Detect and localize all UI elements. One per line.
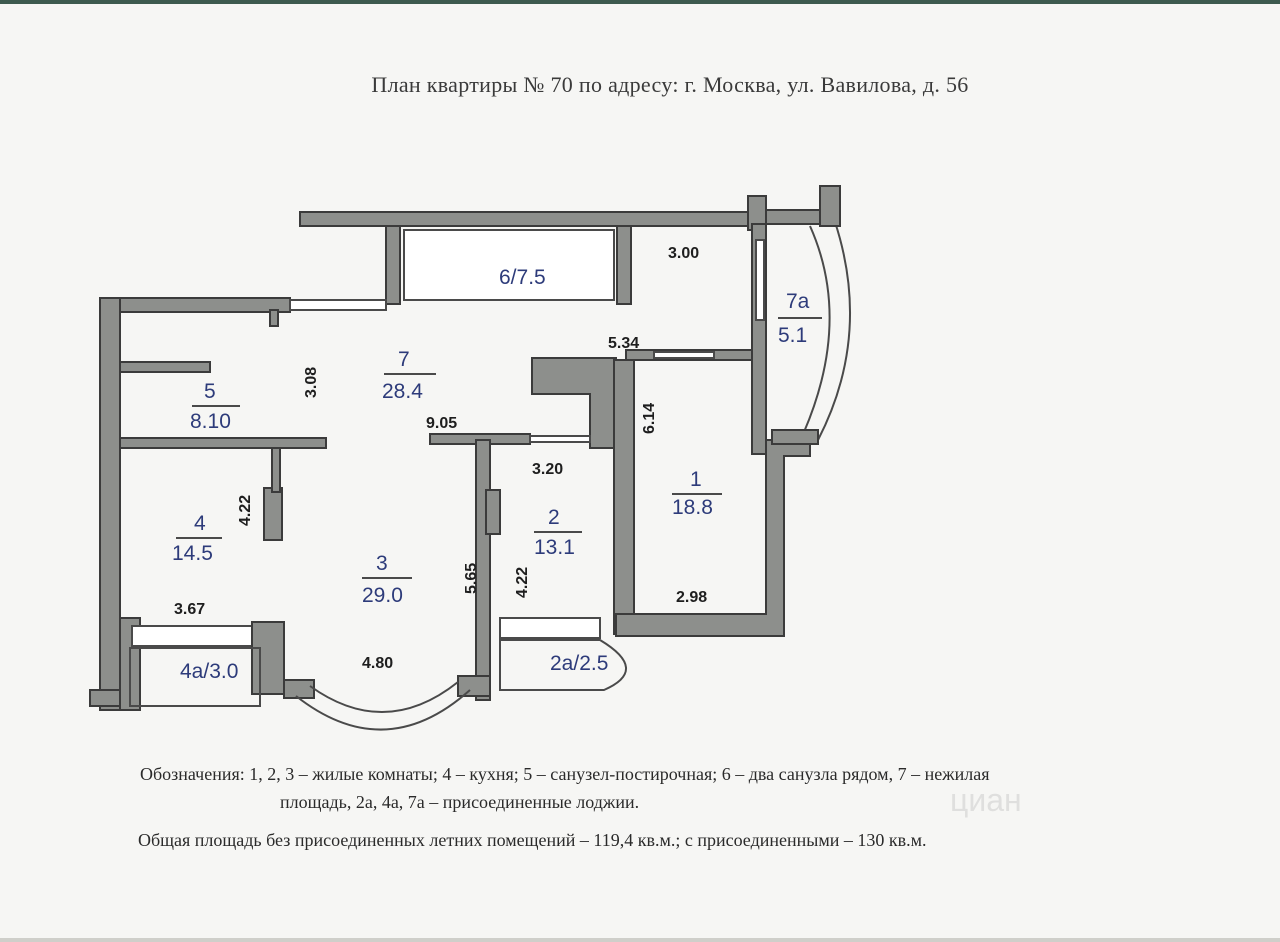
dim-5-65: 5.65 (463, 562, 480, 594)
window-upper (290, 300, 386, 310)
room-2-number: 2 (548, 506, 560, 529)
wall-top-right (766, 210, 826, 224)
loggia-6-label: 6/7.5 (499, 266, 546, 289)
wall-stub (270, 310, 278, 326)
window-room4 (132, 626, 252, 646)
room-1-area: 18.8 (672, 496, 713, 519)
watermark: циан (950, 782, 1022, 818)
partition-4-3 (272, 448, 280, 492)
dim-4-22-mid: 4.22 (514, 566, 531, 598)
loggia-6-frame (404, 230, 614, 300)
wall-central-block (532, 358, 616, 448)
dim-3-00: 3.00 (668, 245, 700, 262)
wall-bottom-col (252, 622, 284, 694)
dim-6-14: 6.14 (641, 402, 658, 434)
wall-7a-top (820, 186, 840, 226)
room-3-number: 3 (376, 552, 388, 575)
wall-7a-bottom (772, 430, 818, 444)
dim-3-67: 3.67 (174, 601, 206, 618)
window-room2 (500, 618, 600, 638)
wall-room5-top (120, 362, 210, 372)
scan-bottom-edge (0, 938, 1280, 942)
wall-room5-bottom (120, 438, 326, 448)
legend-line-1: Обозначения: 1, 2, 3 – жилые комнаты; 4 – кухня; 5 – санузел-постирочная; 6 – два санузла рядом, 7 – нежилая (140, 764, 990, 784)
loggia-7a-area: 5.1 (778, 324, 808, 347)
column-left (264, 488, 282, 540)
total-area-note: Общая площадь без присоединенных летних помещений – 119,4 кв.м.; с присоединенными – 130 кв.м. (138, 830, 927, 850)
wall-loggia6-left (386, 226, 400, 304)
wall-room1-outer (616, 440, 810, 636)
window-room1-top (654, 352, 714, 358)
column-mid (486, 490, 500, 534)
loggia-2a-label: 2a/2.5 (550, 652, 609, 675)
dim-5-34: 5.34 (608, 335, 640, 352)
door-opening (530, 436, 590, 442)
loggia-7a-label: 7a (786, 290, 810, 313)
room-1-number: 1 (690, 468, 702, 491)
wall-top (300, 212, 760, 226)
room-7-area: 28.4 (382, 380, 423, 403)
loggia-7a-arc-inner (804, 226, 830, 432)
dim-4-22-left: 4.22 (237, 494, 254, 526)
bay-arc-inner (310, 682, 458, 712)
dim-3-08: 3.08 (303, 366, 320, 398)
room-4-area: 14.5 (172, 542, 213, 565)
dim-2-98: 2.98 (676, 589, 708, 606)
plan-title: План квартиры № 70 по адресу: г. Москва, ул. Вавилова, д. 56 (371, 72, 969, 97)
loggia-4a-label: 4a/3.0 (180, 660, 239, 683)
wall-left-outer (100, 298, 120, 710)
room-5-area: 8.10 (190, 410, 231, 433)
room-4-number: 4 (194, 512, 206, 535)
wall-upper-left (100, 298, 290, 312)
wall-bay-right (458, 676, 490, 696)
room-3-area: 29.0 (362, 584, 403, 607)
legend (140, 760, 1250, 816)
room-7-number: 7 (398, 348, 410, 371)
room-5-number: 5 (204, 380, 216, 403)
legend-line-2: площадь, 2а, 4а, 7а – присоединенные лоджии. (280, 792, 640, 812)
room-2-area: 13.1 (534, 536, 575, 559)
dim-9-05: 9.05 (426, 415, 458, 432)
window-right (756, 240, 764, 320)
dim-4-80: 4.80 (362, 655, 394, 672)
wall-bay-left (284, 680, 314, 698)
wall-loggia6-right (617, 226, 631, 304)
wall-room2-right (614, 360, 634, 634)
dim-3-20: 3.20 (532, 461, 564, 478)
wall-corner-left (90, 690, 120, 706)
bay-arc-outer (296, 690, 470, 730)
